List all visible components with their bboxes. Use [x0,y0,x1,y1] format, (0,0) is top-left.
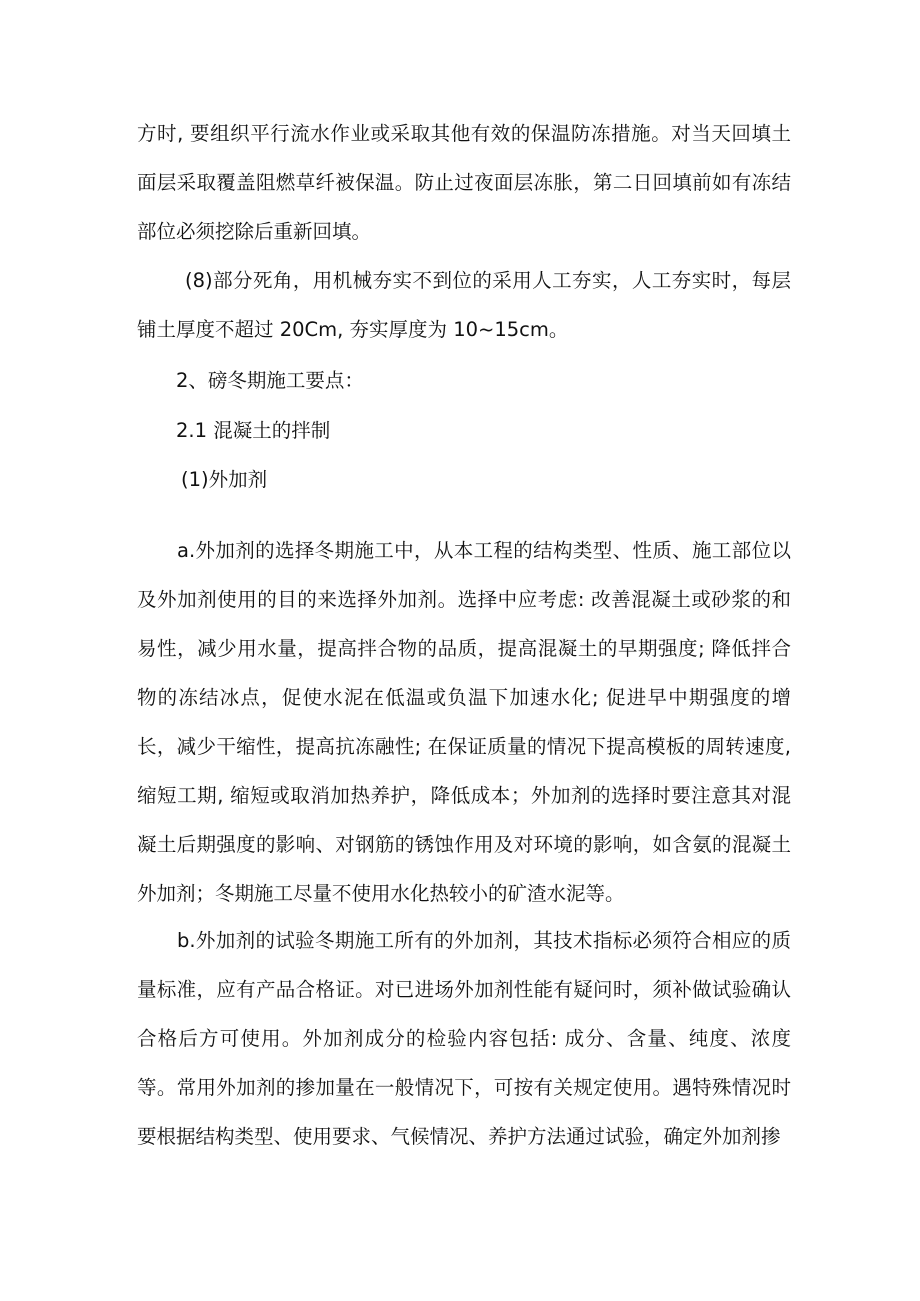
paragraph-item-8-manual-tamping: (8)部分死角，用机械夯实不到位的采用人工夯实，人工夯实时，每层铺土厚度不超过 20Cm, 夯实厚度为 10~15cm。 [137,269,791,341]
section-heading-2: 2、磅冬期施工要点： [176,369,364,392]
item-heading-1-admixture: (1)外加剂 [181,468,268,491]
paragraph-b-admixture-testing: b.外加剂的试验冬期施工所有的外加剂，其技术指标必须符合相应的质量标准，应有产品合格证。对已进场外加剂性能有疑问时，须补做试验确认合格后方可使用。外加剂成分的检验内容包括: 成分、含量、纯度、浓度等。常用外加剂的掺加量在一般情况下，可按有关规定使用。遇特殊情况时要根据结构类型、使用要求、气候情况、养护方法通过试验，确定外加剂掺 [137,929,791,1148]
paragraph-backfill-insulation: 方时, 要组织平行流水作业或采取其他有效的保温防冻措施。对当天回填土面层采取覆盖阻燃草纤被保温。防止过夜面层冻胀，第二日回填前如有冻结部位必须挖除后重新回填。 [137,122,791,243]
subsection-heading-2-1: 2.1 混凝土的拌制 [176,419,331,442]
paragraph-a-admixture-selection: a.外加剂的选择冬期施工中，从本工程的结构类型、性质、施工部位以及外加剂使用的目的来选择外加剂。选择中应考虑: 改善混凝土或砂浆的和易性，减少用水量，提高拌合物的品质，提高混凝土的早期强度; 降低拌合物的冻结冰点，促使水泥在低温或负温下加速水化; 促进早中期强度的增长，减少干缩性，提高抗冻融性; 在保证质量的情况下提高模板的周转速度, 缩短工期, 缩短或取消加热养护，降低成本；外加剂的选择时要注意其对混凝土后期强度的影响、对钢筋的锈蚀作用及对环境的影响，如含氨的混凝土外加剂；冬期施工尽量不使用水化热较小的矿渣水泥等。 [137,539,791,905]
